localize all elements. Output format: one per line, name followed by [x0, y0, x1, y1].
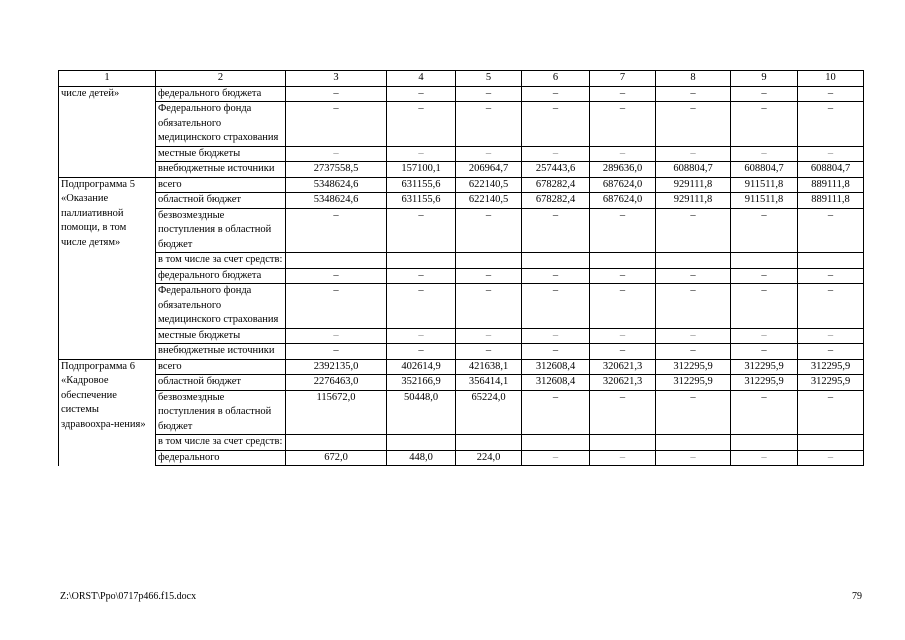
table-row [59, 328, 864, 344]
table-row [59, 253, 864, 269]
value-cell: 115672,0 [286, 390, 387, 435]
value-cell: – [731, 146, 798, 162]
value-cell: – [590, 268, 656, 284]
table-row [59, 284, 864, 329]
value-cell: 2392135,0 [286, 359, 387, 375]
value-cell: – [286, 146, 387, 162]
value-cell: – [798, 284, 864, 329]
value-cell: – [522, 344, 590, 360]
value-cell: – [522, 86, 590, 102]
value-cell: – [456, 86, 522, 102]
value-cell [387, 435, 456, 451]
value-cell: 678282,4 [522, 177, 590, 193]
header-cell: 7 [590, 71, 656, 87]
value-cell: – [456, 208, 522, 253]
funding-source-cell: Федерального фонда обязательного медицинского страхования [156, 102, 286, 147]
value-cell: – [387, 344, 456, 360]
value-cell: – [590, 284, 656, 329]
value-cell: 320621,3 [590, 375, 656, 391]
value-cell: – [286, 102, 387, 147]
table-body [59, 71, 864, 466]
value-cell: – [522, 268, 590, 284]
funding-source-cell: внебюджетные источники [156, 344, 286, 360]
table-row [59, 177, 864, 193]
value-cell: – [590, 450, 656, 466]
value-cell: – [656, 344, 731, 360]
value-cell: 911511,8 [731, 193, 798, 209]
funding-source-cell: областной бюджет [156, 193, 286, 209]
table-row [59, 102, 864, 147]
header-cell: 2 [156, 71, 286, 87]
value-cell: 448,0 [387, 450, 456, 466]
funding-source-cell: федерального бюджета [156, 86, 286, 102]
funding-source-cell: федерального [156, 450, 286, 466]
table-row [59, 162, 864, 178]
table-row [59, 344, 864, 360]
header-cell: 3 [286, 71, 387, 87]
value-cell: 352166,9 [387, 375, 456, 391]
value-cell: – [286, 284, 387, 329]
value-cell: – [456, 146, 522, 162]
header-cell: 1 [59, 71, 156, 87]
value-cell: – [731, 208, 798, 253]
value-cell: – [731, 268, 798, 284]
value-cell: – [387, 102, 456, 147]
value-cell: – [387, 328, 456, 344]
funding-source-cell: областной бюджет [156, 375, 286, 391]
value-cell: 320621,3 [590, 359, 656, 375]
value-cell: – [656, 102, 731, 147]
value-cell: – [798, 102, 864, 147]
header-cell: 8 [656, 71, 731, 87]
value-cell: – [798, 86, 864, 102]
value-cell [590, 253, 656, 269]
value-cell: – [286, 268, 387, 284]
value-cell: – [798, 146, 864, 162]
value-cell: 631155,6 [387, 177, 456, 193]
value-cell [522, 435, 590, 451]
value-cell: 312295,9 [798, 359, 864, 375]
value-cell: – [522, 390, 590, 435]
value-cell [798, 435, 864, 451]
program-name-cell: числе детей» [59, 86, 156, 177]
value-cell: – [456, 284, 522, 329]
value-cell: – [456, 328, 522, 344]
value-cell: – [798, 328, 864, 344]
value-cell: 312295,9 [731, 359, 798, 375]
funding-source-cell: местные бюджеты [156, 328, 286, 344]
value-cell [456, 435, 522, 451]
value-cell: 289636,0 [590, 162, 656, 178]
value-cell: – [731, 390, 798, 435]
funding-source-cell: внебюджетные источники [156, 162, 286, 178]
table-row [59, 193, 864, 209]
table-row [59, 450, 864, 466]
value-cell: – [656, 208, 731, 253]
value-cell: – [456, 344, 522, 360]
value-cell [731, 253, 798, 269]
value-cell: – [798, 268, 864, 284]
value-cell: – [522, 450, 590, 466]
table-row [59, 435, 864, 451]
value-cell: – [522, 284, 590, 329]
header-cell: 9 [731, 71, 798, 87]
value-cell: – [387, 268, 456, 284]
table-row [59, 390, 864, 435]
footer-file-path: Z:\ORST\Ppo\0717p466.f15.docx [60, 591, 197, 602]
value-cell: 687624,0 [590, 177, 656, 193]
value-cell: – [731, 328, 798, 344]
table-row [59, 86, 864, 102]
value-cell: – [387, 208, 456, 253]
value-cell [656, 253, 731, 269]
value-cell [731, 435, 798, 451]
header-cell: 10 [798, 71, 864, 87]
table-row [59, 146, 864, 162]
table-row [59, 208, 864, 253]
value-cell: – [731, 450, 798, 466]
value-cell: 257443,6 [522, 162, 590, 178]
program-name-cell: Подпрограмма 6 «Кадровое обеспечение системы здравоохра-нения» [59, 359, 156, 466]
value-cell: 608804,7 [798, 162, 864, 178]
value-cell: – [656, 268, 731, 284]
value-cell: 2276463,0 [286, 375, 387, 391]
value-cell: – [798, 390, 864, 435]
value-cell: – [590, 146, 656, 162]
value-cell: 631155,6 [387, 193, 456, 209]
value-cell: 402614,9 [387, 359, 456, 375]
value-cell: 5348624,6 [286, 177, 387, 193]
value-cell: – [286, 328, 387, 344]
value-cell: 157100,1 [387, 162, 456, 178]
value-cell: – [286, 86, 387, 102]
value-cell: 608804,7 [656, 162, 731, 178]
funding-source-cell: безвозмездные поступления в областной бюджет [156, 390, 286, 435]
value-cell: 678282,4 [522, 193, 590, 209]
value-cell: 224,0 [456, 450, 522, 466]
value-cell: 312295,9 [731, 375, 798, 391]
value-cell: – [798, 208, 864, 253]
value-cell: – [387, 146, 456, 162]
table-row [59, 375, 864, 391]
value-cell: 5348624,6 [286, 193, 387, 209]
value-cell: 687624,0 [590, 193, 656, 209]
value-cell: 65224,0 [456, 390, 522, 435]
value-cell: 312295,9 [656, 359, 731, 375]
value-cell [286, 435, 387, 451]
table-row [59, 359, 864, 375]
funding-source-cell: в том числе за счет средств: [156, 435, 286, 451]
value-cell: – [798, 344, 864, 360]
funding-source-cell: всего [156, 177, 286, 193]
value-cell [590, 435, 656, 451]
value-cell: – [522, 102, 590, 147]
value-cell: – [731, 102, 798, 147]
value-cell: – [387, 86, 456, 102]
program-name-cell: Подпрограмма 5 «Оказание паллиативной помощи, в том числе детям» [59, 177, 156, 359]
value-cell: – [656, 390, 731, 435]
value-cell [456, 253, 522, 269]
header-row [59, 71, 864, 87]
value-cell: 608804,7 [731, 162, 798, 178]
funding-source-cell: федерального бюджета [156, 268, 286, 284]
value-cell: – [656, 450, 731, 466]
value-cell: – [656, 284, 731, 329]
funding-source-cell: всего [156, 359, 286, 375]
value-cell: 929111,8 [656, 177, 731, 193]
value-cell: 50448,0 [387, 390, 456, 435]
funding-source-cell: местные бюджеты [156, 146, 286, 162]
funding-source-cell: Федерального фонда обязательного медицинского страхования [156, 284, 286, 329]
table-row [59, 268, 864, 284]
value-cell: – [731, 86, 798, 102]
value-cell: 206964,7 [456, 162, 522, 178]
value-cell: – [522, 146, 590, 162]
value-cell: 889111,8 [798, 177, 864, 193]
value-cell: 312608,4 [522, 359, 590, 375]
value-cell: 911511,8 [731, 177, 798, 193]
value-cell: 421638,1 [456, 359, 522, 375]
header-cell: 6 [522, 71, 590, 87]
funding-source-cell: безвозмездные поступления в областной бюджет [156, 208, 286, 253]
header-cell: 4 [387, 71, 456, 87]
value-cell: – [656, 86, 731, 102]
value-cell: – [590, 208, 656, 253]
value-cell [522, 253, 590, 269]
funding-source-cell: в том числе за счет средств: [156, 253, 286, 269]
value-cell: 889111,8 [798, 193, 864, 209]
value-cell: – [590, 328, 656, 344]
value-cell: 672,0 [286, 450, 387, 466]
value-cell: – [590, 102, 656, 147]
value-cell: – [731, 344, 798, 360]
footer-page-number: 79 [852, 591, 862, 602]
value-cell: 356414,1 [456, 375, 522, 391]
value-cell: – [387, 284, 456, 329]
value-cell: 312295,9 [656, 375, 731, 391]
value-cell: 312608,4 [522, 375, 590, 391]
value-cell [387, 253, 456, 269]
value-cell: – [286, 344, 387, 360]
budget-table [58, 70, 864, 466]
value-cell: – [656, 328, 731, 344]
value-cell [286, 253, 387, 269]
value-cell: – [286, 208, 387, 253]
value-cell: – [798, 450, 864, 466]
value-cell: – [522, 328, 590, 344]
value-cell [798, 253, 864, 269]
value-cell: 622140,5 [456, 177, 522, 193]
value-cell [656, 435, 731, 451]
value-cell: – [590, 86, 656, 102]
value-cell: – [456, 102, 522, 147]
value-cell: – [590, 390, 656, 435]
value-cell: 2737558,5 [286, 162, 387, 178]
value-cell: – [522, 208, 590, 253]
value-cell: – [656, 146, 731, 162]
value-cell: 622140,5 [456, 193, 522, 209]
value-cell: 312295,9 [798, 375, 864, 391]
value-cell: – [731, 284, 798, 329]
value-cell: 929111,8 [656, 193, 731, 209]
value-cell: – [590, 344, 656, 360]
header-cell: 5 [456, 71, 522, 87]
value-cell: – [456, 268, 522, 284]
